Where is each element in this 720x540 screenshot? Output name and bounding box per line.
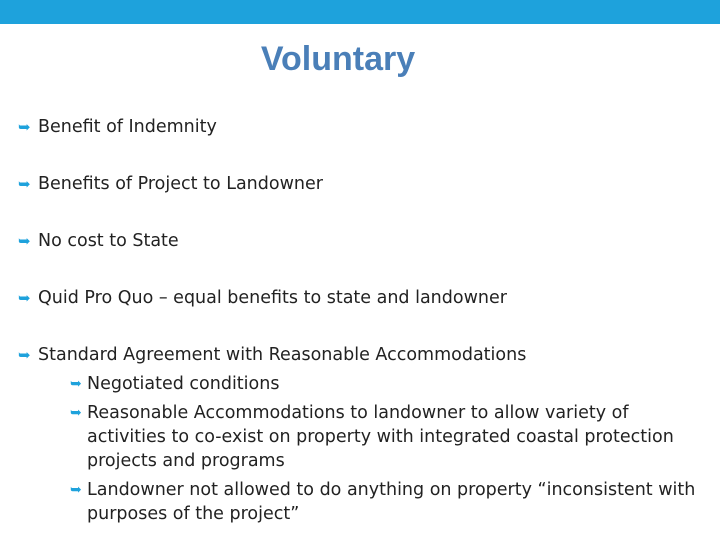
bullet-item [18, 230, 708, 252]
sub-bullet-text: Landowner not allowed to do anything on property “inconsistent with purposes of the project” [87, 480, 696, 524]
top-accent-bar [0, 0, 720, 24]
bullet-item [18, 116, 708, 138]
arrow-bullet-icon: ➥ [18, 118, 31, 136]
sub-bullet-list [38, 372, 708, 526]
sub-bullet-item [70, 478, 708, 526]
bullet-text: Quid Pro Quo – equal benefits to state and landowner [38, 288, 507, 308]
arrow-bullet-icon: ➥ [18, 232, 31, 250]
slide-title: Voluntary [260, 40, 416, 78]
arrow-bullet-icon: ➥ [70, 482, 82, 498]
arrow-bullet-icon: ➥ [18, 289, 31, 307]
bullet-text: Benefit of Indemnity [38, 117, 217, 137]
bullet-list [18, 116, 708, 531]
bullet-item [18, 173, 708, 195]
bullet-text: Benefits of Project to Landowner [38, 174, 323, 194]
sub-bullet-item [70, 372, 708, 396]
bullet-item [18, 344, 708, 526]
bullet-text: No cost to State [38, 231, 179, 251]
arrow-bullet-icon: ➥ [70, 376, 82, 392]
arrow-bullet-icon: ➥ [18, 346, 31, 364]
sub-bullet-text: Negotiated conditions [87, 374, 280, 394]
arrow-bullet-icon: ➥ [18, 175, 31, 193]
bullet-item [18, 287, 708, 309]
sub-bullet-item [70, 401, 708, 473]
bullet-text: Standard Agreement with Reasonable Accommodations [38, 345, 527, 365]
sub-bullet-text: Reasonable Accommodations to landowner to allow variety of activities to co-exist on property with integrated coastal protection projects and programs [87, 403, 674, 471]
arrow-bullet-icon: ➥ [70, 405, 82, 421]
